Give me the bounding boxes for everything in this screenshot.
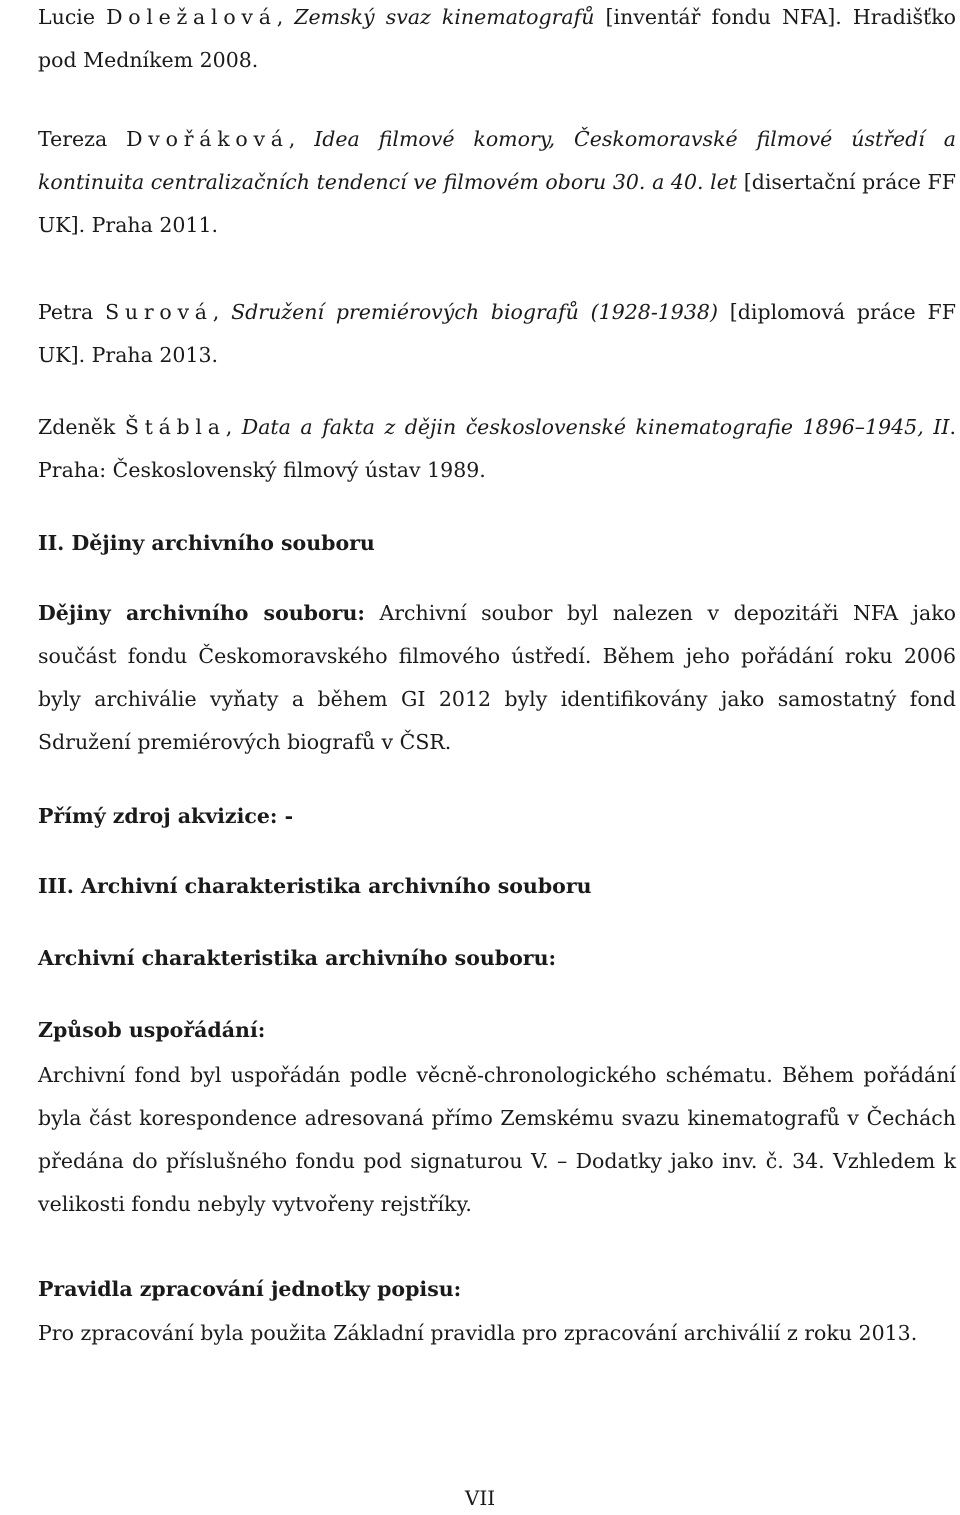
work-title: Zemský svaz kinematografů	[294, 5, 595, 29]
rules-label: Pravidla zpracování jednotky popisu:	[38, 1277, 462, 1301]
rules-paragraph: Pro zpracování byla použita Základní pravidla pro zpracování archiválií z roku 2013.	[38, 1321, 918, 1345]
arrangement-paragraph: Archivní fond byl uspořádán podle věcně-chronologického schématu. Během pořádání byla část korespondence adresovaná přímo Zemskému svazu kinematografů v Čechách předána do příslušného fondu pod signaturou V. – Dodatky jako inv. č. 34. Vzhledem k velikosti fondu nebyly vytvořeny rejstříky.	[38, 1063, 956, 1216]
history-label: Dějiny archivního souboru:	[38, 601, 365, 625]
section-heading: II. Dějiny archivního souboru	[38, 531, 375, 555]
author-first-name: Zdeněk	[38, 415, 116, 439]
page-number: VII	[464, 1486, 496, 1510]
section-heading: III. Archivní charakteristika archivního souboru	[38, 874, 592, 898]
separator: ,	[225, 415, 242, 439]
author-surname: Štábla	[124, 415, 226, 439]
subsection-heading: Archivní charakteristika archivního souboru:	[38, 946, 557, 970]
author-first-name: Petra	[38, 300, 94, 324]
publication-info: [inventář fondu NFA]. Hradišťko pod Medníkem 2008.	[38, 5, 956, 72]
author-first-name: Lucie	[38, 5, 95, 29]
author-surname: Doležalová	[106, 5, 277, 29]
work-title: Idea filmové komory, Českomoravské filmové ústředí a kontinuita centralizačních tendencí ve filmovém oboru 30. a 40. let	[38, 127, 956, 194]
author-surname: Surová	[105, 300, 213, 324]
acquisition-label: Přímý zdroj akvizice: -	[38, 804, 294, 828]
work-title: Data a fakta z dějin československé kinematografie 1896–1945, II	[241, 415, 950, 439]
bibliography-entry	[38, 118, 956, 247]
separator: ,	[288, 127, 315, 151]
separator: ,	[212, 300, 232, 324]
bibliography-entry	[38, 0, 956, 82]
bibliography-entry	[38, 406, 956, 492]
history-paragraph	[38, 592, 956, 764]
author-first-name: Tereza	[38, 127, 108, 151]
bibliography-entry	[38, 291, 956, 377]
publication-info: . Praha: Československý filmový ústav 1989.	[38, 415, 956, 482]
publication-info: [disertační práce FF UK]. Praha 2011.	[38, 170, 956, 237]
publication-info: [diplomová práce FF UK]. Praha 2013.	[38, 300, 956, 367]
author-surname: Dvořáková	[126, 127, 289, 151]
arrangement-label: Způsob uspořádání:	[38, 1018, 266, 1042]
separator: ,	[276, 5, 295, 29]
history-text: Archivní soubor byl nalezen v depozitáři NFA jako součást fondu Českomoravského filmového ústředí. Během jeho pořádání roku 2006 byly archiválie vyňaty a během GI 2012 byly identifikovány jako samostatný fond Sdružení premiérových biografů v ČSR.	[38, 601, 956, 754]
work-title: Sdružení premiérových biografů (1928-1938)	[231, 300, 718, 324]
